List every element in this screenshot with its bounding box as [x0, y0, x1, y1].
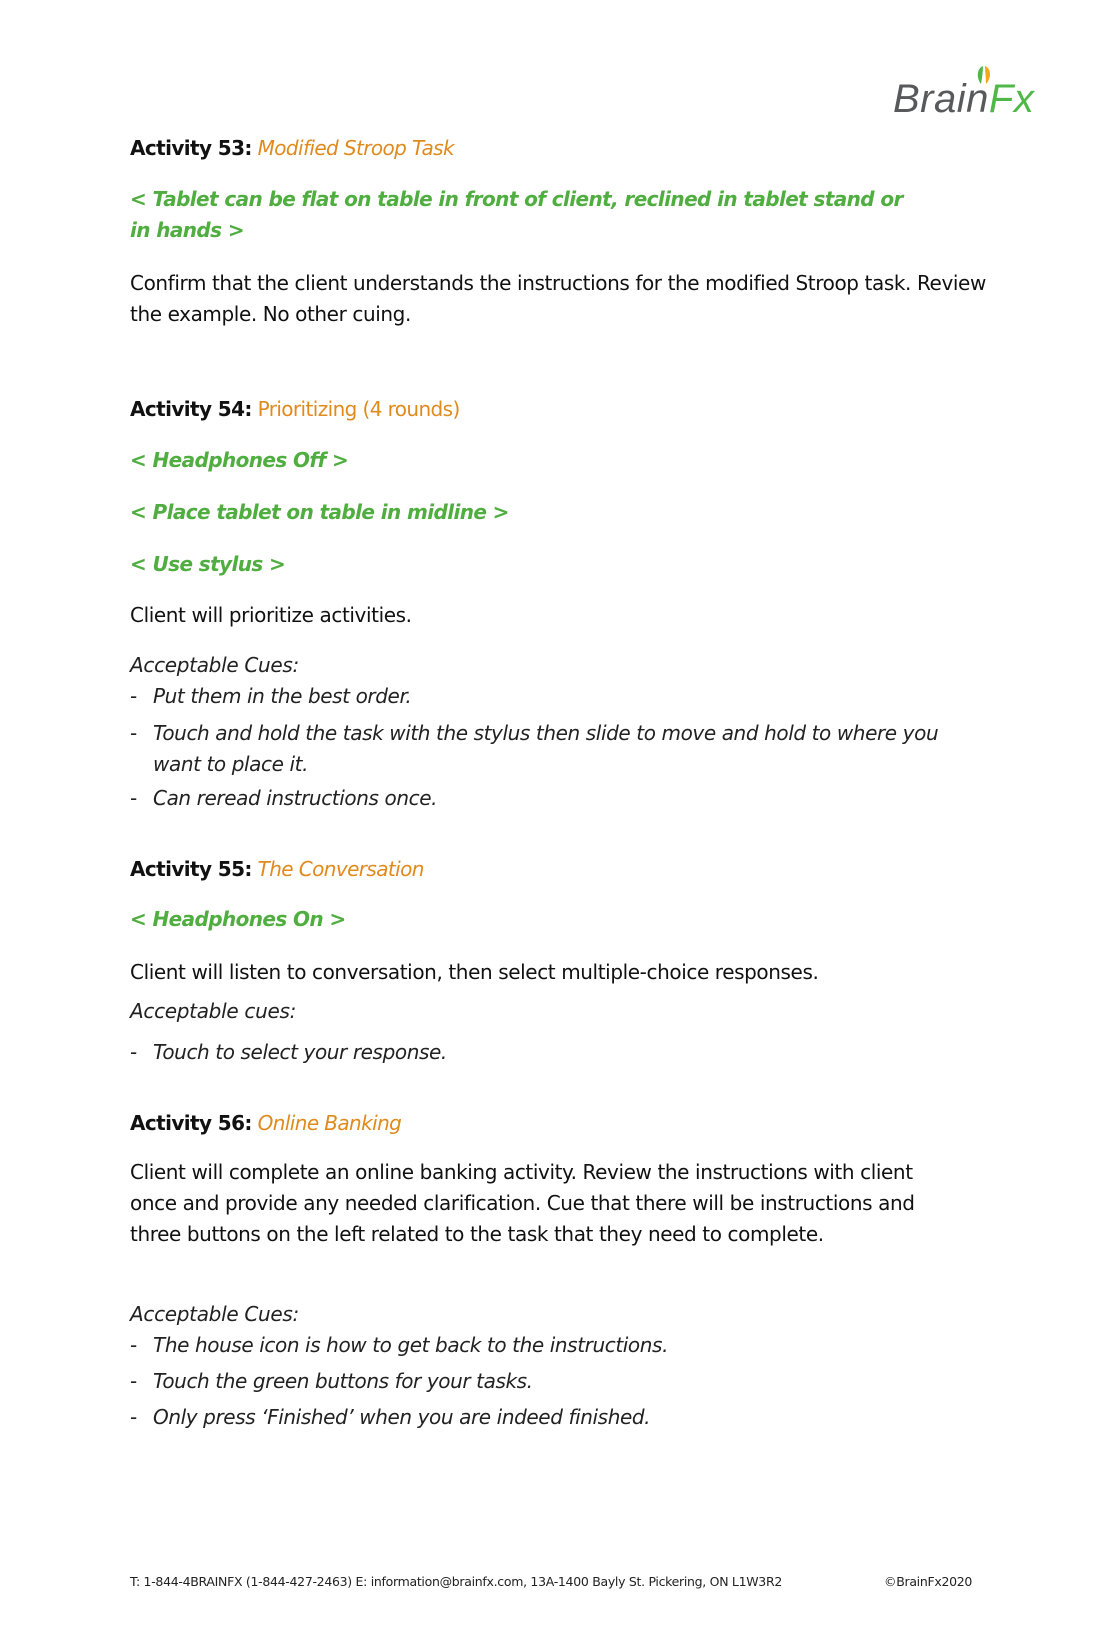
cue-item	[130, 1402, 990, 1433]
bullet-dash: -	[130, 1040, 137, 1064]
bullet-dash: -	[130, 721, 137, 745]
cue-item	[130, 718, 970, 780]
bullet-dash: -	[130, 1369, 137, 1393]
logo-brain-text: Brain	[893, 77, 989, 121]
footer-contact: T: 1-844-4BRAINFX (1-844-427-2463) E: information@brainfx.com, 13A-1400 Bayly St. Pickering, ON L1W3R2	[130, 1574, 782, 1589]
bullet-dash: -	[130, 1333, 137, 1357]
activity-description: Client will listen to conversation, then select multiple-choice responses.	[130, 960, 819, 984]
activity-description: Confirm that the client understands the instructions for the modified Stroop task. Review the example. No other cuing.	[130, 271, 986, 326]
setup-note: < Tablet can be flat on table in front of client, reclined in tablet stand or in hands >	[130, 187, 903, 242]
activity-description: Client will prioritize activities.	[130, 603, 412, 627]
logo-wordmark	[893, 76, 1034, 122]
activity-54-title	[130, 396, 990, 422]
activity-name: Prioritizing (4 rounds)	[257, 397, 460, 421]
activity-description: Client will complete an online banking activity. Review the instructions with client once and provide any needed clarification. Cue that there will be instructions and three buttons on the left related to the task that they need to complete.	[130, 1160, 915, 1246]
cues-label: Acceptable Cues:	[130, 653, 299, 677]
cue-text: The house icon is how to get back to the instructions.	[153, 1333, 669, 1357]
activity-53-title	[130, 135, 990, 161]
cue-text: Only press ‘Finished’ when you are indeed finished.	[153, 1405, 651, 1429]
cue-item	[130, 1330, 990, 1361]
activity-56-title	[130, 1110, 990, 1136]
setup-note: < Use stylus >	[130, 552, 286, 576]
setup-note: < Headphones On >	[130, 907, 346, 931]
brainfx-logo	[893, 62, 1063, 122]
activity-label: Activity 54:	[130, 397, 252, 421]
activity-name: Online Banking	[257, 1111, 402, 1135]
cues-list	[130, 1037, 990, 1068]
cue-text: Touch and hold the task with the stylus then slide to move and hold to where you want to place it.	[153, 721, 939, 776]
cues-list	[130, 1330, 990, 1433]
activity-label: Activity 56:	[130, 1111, 252, 1135]
activity-55-title	[130, 856, 990, 882]
cue-item	[130, 783, 970, 814]
cue-text: Can reread instructions once.	[153, 786, 438, 810]
bullet-dash: -	[130, 786, 137, 810]
activity-name: Modified Stroop Task	[257, 136, 454, 160]
logo-fx-text: Fx	[988, 77, 1035, 121]
setup-note: < Headphones Off >	[130, 448, 349, 472]
cues-label: Acceptable Cues:	[130, 1302, 299, 1326]
cue-text: Touch the green buttons for your tasks.	[153, 1369, 533, 1393]
footer-copyright: ©BrainFx2020	[884, 1574, 973, 1589]
bullet-dash: -	[130, 1405, 137, 1429]
cues-list	[130, 681, 970, 814]
cue-text: Put them in the best order.	[153, 684, 412, 708]
setup-note: < Place tablet on table in midline >	[130, 500, 509, 524]
cue-text: Touch to select your response.	[153, 1040, 447, 1064]
cue-item	[130, 1366, 990, 1397]
cue-item	[130, 1037, 990, 1068]
activity-name: The Conversation	[257, 857, 424, 881]
bullet-dash: -	[130, 684, 137, 708]
activity-label: Activity 53:	[130, 136, 252, 160]
activity-label: Activity 55:	[130, 857, 252, 881]
cues-label: Acceptable cues:	[130, 999, 297, 1023]
cue-item	[130, 681, 970, 712]
